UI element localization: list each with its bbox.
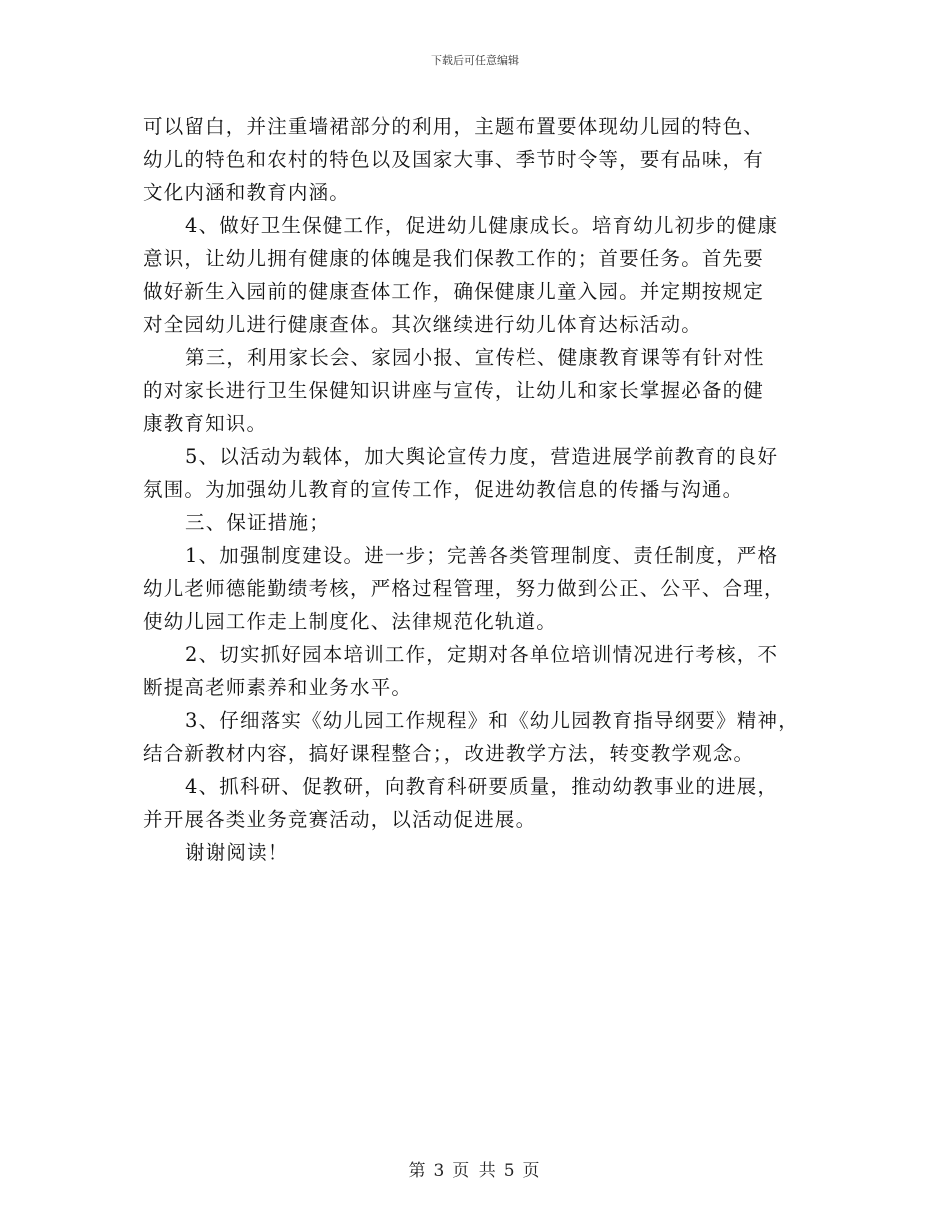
- paragraph-line: 做好新生入园前的健康查体工作，确保健康儿童入园。并定期按规定: [143, 280, 765, 303]
- paragraph-line: 意识，让幼儿拥有健康的体魄是我们保教工作的；首要任务。首先要: [143, 247, 765, 270]
- paragraph: [143, 209, 813, 341]
- paragraph: [143, 836, 813, 869]
- paragraph-line: 康教育知识。: [143, 412, 268, 435]
- paragraph: [143, 704, 813, 770]
- paragraph-line: 幼儿老师德能勤绩考核，严格过程管理，努力做到公正、公平、合理，: [143, 577, 785, 600]
- paragraph: [143, 539, 813, 638]
- total-pages-number: 5: [503, 1161, 517, 1181]
- paragraph: [143, 110, 813, 209]
- paragraph-line: 可以留白，并注重墙裙部分的利用，主题布置要体现幼儿园的特色、: [143, 115, 765, 138]
- paragraph-line: 3、仔细落实《幼儿园工作规程》和《幼儿园教育指导纲要》精神，: [185, 709, 799, 732]
- paragraph-line: 结合新教材内容，搞好课程整合；，改进教学方法，转变教学观念。: [143, 742, 755, 765]
- current-page-number: 3: [433, 1161, 447, 1181]
- paragraph-line: 的对家长进行卫生保健知识讲座与宣传，让幼儿和家长掌握必备的健: [143, 379, 765, 402]
- paragraph-line: 5、以活动为载体，加大舆论宣传力度，营造进展学前教育的良好: [185, 445, 779, 468]
- paragraph-line: 1、加强制度建设。进一步；完善各类管理制度、责任制度，严格: [185, 544, 779, 567]
- paragraph-line: 幼儿的特色和农村的特色以及国家大事、季节时令等，要有品味，有: [143, 148, 765, 171]
- page-footer: [0, 1156, 950, 1181]
- paragraph: [143, 770, 813, 836]
- paragraph-line: 断提高老师素养和业务水平。: [143, 676, 413, 699]
- paragraph-line: 并开展各类业务竞赛活动，以活动促进展。: [143, 808, 537, 831]
- paragraph-line: 对全园幼儿进行健康查体。其次继续进行幼儿体育达标活动。: [143, 313, 702, 336]
- paragraph: [143, 440, 813, 506]
- paragraph-line: 使幼儿园工作走上制度化、法律规范化轨道。: [143, 610, 558, 633]
- paragraph-line: 氛围。为加强幼儿教育的宣传工作，促进幼教信息的传播与沟通。: [143, 478, 744, 501]
- paragraph: [143, 341, 813, 440]
- paragraph-line: 谢谢阅读！: [185, 841, 289, 864]
- document-body: [143, 110, 813, 869]
- paragraph-line: 4、抓科研、促教研，向教育科研要质量，推动幼教事业的进展，: [185, 775, 779, 798]
- paragraph-line: 2、切实抓好园本培训工作，定期对各单位培训情况进行考核，不: [185, 643, 779, 666]
- page-label-middle: 页 共: [452, 1161, 498, 1181]
- paragraph-line: 文化内涵和教育内涵。: [143, 181, 351, 204]
- paragraph-line: 第三，利用家长会、家园小报、宣传栏、健康教育课等有针对性: [185, 346, 765, 369]
- page-header: 下载后可任意编辑: [431, 54, 519, 67]
- paragraph: [143, 506, 813, 539]
- paragraph: [143, 638, 813, 704]
- paragraph-line: 4、做好卫生保健工作，促进幼儿健康成长。培育幼儿初步的健康: [185, 214, 779, 237]
- page-label-prefix: 第: [408, 1161, 428, 1181]
- page-label-suffix: 页: [522, 1161, 542, 1181]
- paragraph-line: 三、保证措施；: [185, 511, 330, 534]
